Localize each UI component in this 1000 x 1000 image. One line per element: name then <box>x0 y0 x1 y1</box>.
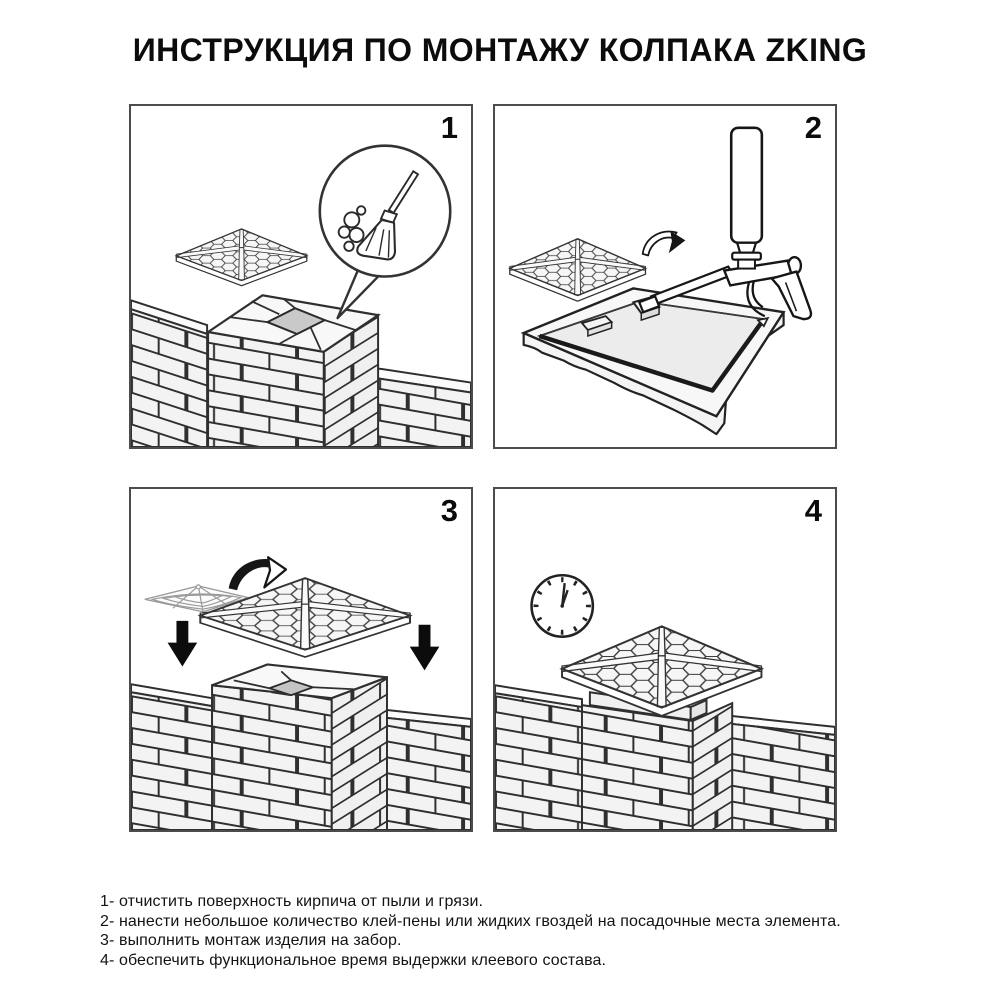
panel-number: 1 <box>440 110 458 145</box>
step-line-3: 3- выполнить монтаж изделия на забор. <box>100 932 402 949</box>
brick-wall-right <box>378 709 471 830</box>
flip-arrow-icon <box>643 231 686 256</box>
panel-step-3 <box>129 487 473 832</box>
clock-icon <box>532 575 593 636</box>
illustration-step-2 <box>495 106 835 447</box>
foam-gun-icon <box>639 128 811 319</box>
brick-pillar <box>212 664 387 830</box>
panel-number: 3 <box>440 493 458 528</box>
flip-arrow-icon <box>229 557 286 590</box>
brick-wall-left <box>131 300 207 447</box>
brick-pillar <box>208 295 378 447</box>
illustration-step-1 <box>131 106 471 447</box>
instruction-steps <box>100 892 841 970</box>
panel-step-1 <box>129 104 473 449</box>
illustration-step-4 <box>495 489 835 830</box>
down-arrow-icon <box>410 625 440 671</box>
panel-number: 4 <box>804 493 822 528</box>
brick-wall-right <box>722 715 835 830</box>
cap-underside-tray <box>524 288 784 434</box>
step-line-1: 1- отчистить поверхность кирпича от пыли и грязи. <box>100 893 484 910</box>
illustration-step-3 <box>131 489 471 830</box>
brick-wall-left <box>495 685 582 830</box>
chimney-cap <box>200 578 410 657</box>
panel-step-4 <box>493 487 837 832</box>
chimney-cap <box>176 229 307 286</box>
step-line-2: 2- нанести небольшое количество клей-пены или жидких гвоздей на посадочные места элемента. <box>100 912 841 930</box>
panel-number: 2 <box>804 110 822 145</box>
down-arrow-icon <box>168 621 198 667</box>
page-title: ИНСТРУКЦИЯ ПО МОНТАЖУ КОЛПАКА ZKING <box>132 32 868 68</box>
step-line-4: 4- обеспечить функциональное время выдержки клеевого состава. <box>100 951 607 969</box>
brick-wall-left <box>131 684 212 830</box>
panel-step-2 <box>493 104 837 449</box>
